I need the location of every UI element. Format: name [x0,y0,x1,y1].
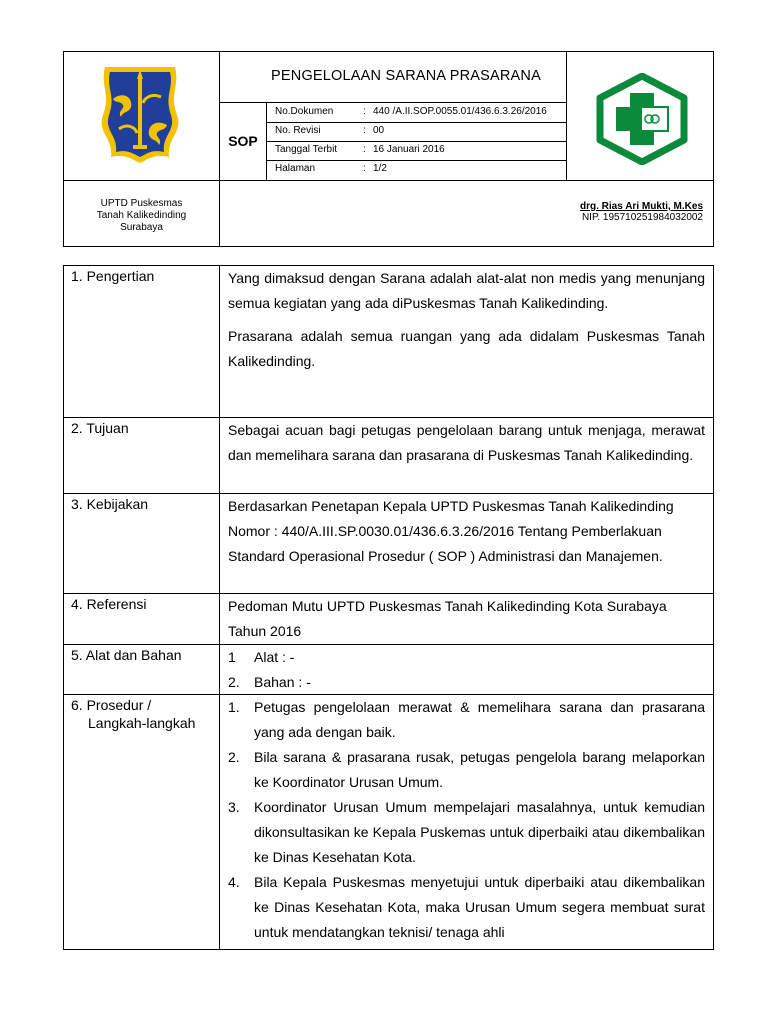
list-text: Alat : - [254,649,295,665]
table-row [63,417,714,494]
step-text: Koordinator Urusan Umum mempelajari masalahnya, untuk kemudian dikonsultasikan ke Kepala Puskemas untuk diperbaiki atau dikembalikan ke Dinas Kesehatan Kota. [254,799,705,865]
paragraph: Pedoman Mutu UPTD Puskesmas Tanah Kalikedinding Kota Surabaya Tahun 2016 [228,598,667,639]
step-text: Bila Kepala Puskesmas menyetujui untuk diperbaiki atau dikembalikan ke Dinas Kesehatan Kota, maka Urusan Umum segera membuat surat untuk mendatangkan teknisi/ tenaga ahli [254,874,705,940]
page-number: 1/2 [373,163,387,174]
paragraph: Berdasarkan Penetapan Kepala UPTD Puskesmas Tanah Kalikedinding Nomor : 440/A.III.SP.0030.01/436.6.3.26/2016 Tentang Pemberlakuan Standard Operasional Prosedur ( SOP ) Administrasi dan Manajemen. [228,498,674,564]
header-divider [266,122,566,123]
meta-separator: : [363,144,366,155]
sop-label: SOP [228,133,258,149]
meta-label: No.Dokumen [275,106,334,117]
meta-label: No. Revisi [275,125,321,136]
procedure-step [228,745,705,795]
paragraph: Yang dimaksud dengan Sarana adalah alat-alat non medis yang menunjang semua kegiatan yang ada diPuskesmas Tanah Kalikedinding. [228,270,705,311]
list-text: Bahan : - [254,674,311,690]
signer-nip: NIP. 195710251984032002 [581,212,703,223]
meta-label: Halaman [275,163,316,174]
header-divider [266,141,566,142]
section-label: 4. Referensi [71,596,147,612]
step-number: 2. [228,749,240,765]
revision-number: 00 [373,125,385,136]
meta-label: Tanggal Terbit [275,144,338,155]
table-row [63,493,714,594]
table-row [63,265,714,418]
header-divider [63,180,714,181]
meta-separator: : [363,163,366,174]
puskesmas-logo [596,73,688,165]
paragraph: Prasarana adalah semua ruangan yang ada didalam Puskesmas Tanah Kalikedinding. [228,328,705,369]
table-row [63,644,714,695]
issue-date: 16 Januari 2016 [373,144,445,155]
meta-separator: : [363,125,366,136]
section-label-line: 6. Prosedur / [71,697,152,713]
document-number: 440 /A.II.SOP.0055.01/436.6.3.26/2016 [373,106,547,117]
table-row [63,593,714,645]
section-content [228,645,705,695]
signer-block [540,201,703,223]
procedure-step [228,870,705,945]
column-divider [219,266,220,417]
section-content [228,266,705,374]
list-item [228,645,705,670]
column-divider [219,645,220,694]
meta-separator: : [363,106,366,117]
list-number: 1 [228,649,236,665]
column-divider [219,594,220,644]
section-label: 1. Pengertian [71,268,155,284]
procedure-step [228,695,705,745]
document-title: PENGELOLAAN SARANA PRASARANA [271,68,541,84]
section-label-line: Langkah-langkah [88,715,196,731]
list-number: 2. [228,674,240,690]
section-content [228,695,705,945]
section-label: 3. Kebijakan [71,496,149,512]
org-line: UPTD Puskesmas [100,198,183,209]
column-divider [219,494,220,593]
step-number: 3. [228,799,240,815]
table-row [63,694,714,950]
step-number: 4. [228,874,240,890]
surabaya-crest-logo [97,63,183,163]
header-divider [220,102,566,103]
column-divider [219,695,220,949]
step-text: Bila sarana & prasarana rusak, petugas pengelola barang melaporkan ke Koordinator Urusan Umum. [254,749,705,790]
step-text: Petugas pengelolaan merawat & memelihara sarana dan prasarana yang ada dengan baik. [254,699,705,740]
section-content [228,418,705,468]
paragraph: Sebagai acuan bagi petugas pengelolaan barang untuk menjaga, merawat dan memelihara sarana dan prasarana di Puskesmas Tanah Kalikedinding. [228,422,705,463]
section-content [228,494,705,569]
header-divider [266,160,566,161]
section-label [71,696,195,732]
org-line: Surabaya [120,222,163,233]
procedure-step [228,795,705,870]
section-label: 5. Alat dan Bahan [71,647,182,663]
signer-name: drg. Rias Ari Mukti, M.Kes [580,201,703,212]
step-number: 1. [228,699,240,715]
org-line: Tanah Kalikedinding [96,210,187,221]
organization-name [64,198,219,234]
list-item [228,670,705,695]
section-content [228,594,705,644]
section-label: 2. Tujuan [71,420,129,436]
column-divider [219,418,220,493]
